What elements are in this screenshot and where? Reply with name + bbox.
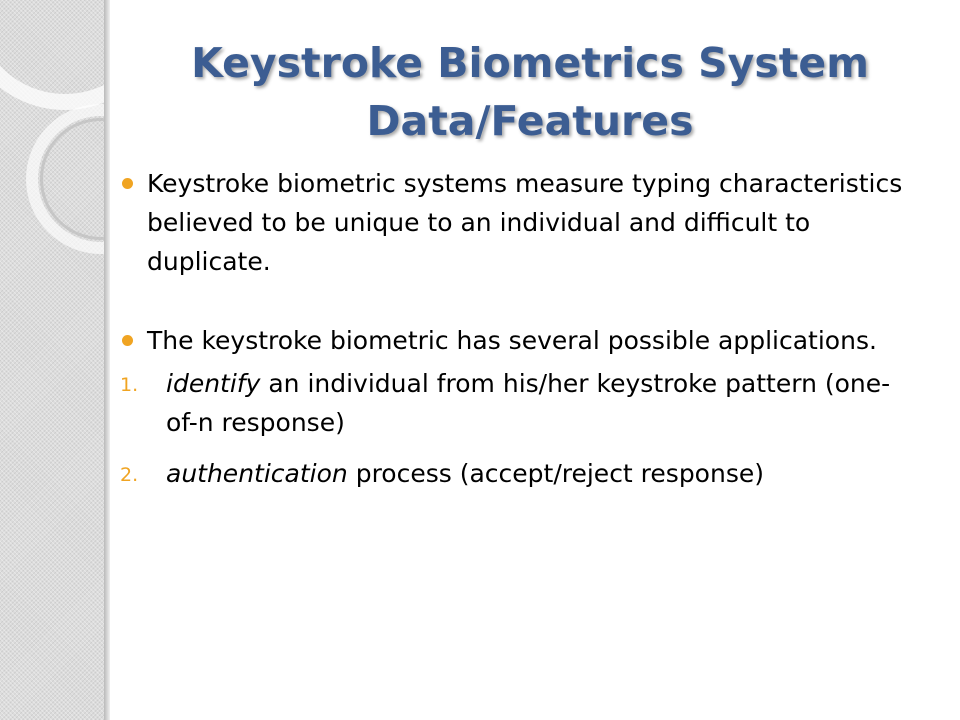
bullet-text: Keystroke biometric systems measure typing characteristics believed to be unique to an individual and difficult to duplicate.	[147, 169, 903, 276]
numbered-list	[120, 364, 920, 493]
side-band-edge	[104, 0, 110, 720]
bullet-dot-icon	[122, 335, 133, 346]
spacer	[120, 281, 920, 321]
decorative-side-band	[0, 0, 104, 720]
item-number: 1.	[120, 374, 139, 396]
bullet-item	[120, 321, 920, 360]
numbered-item	[120, 364, 920, 442]
item-number: 2.	[120, 464, 139, 486]
item-emphasis: identify	[166, 369, 261, 398]
bullet-text: The keystroke biometric has several possible applications.	[147, 326, 877, 355]
slide-body	[120, 164, 920, 493]
slide-title	[120, 34, 940, 150]
item-text: process (accept/reject response)	[347, 459, 764, 488]
slide-title-line-1: Keystroke Biometrics System	[191, 39, 869, 87]
bullet-dot-icon	[122, 178, 133, 189]
slide-title-line-2: Data/Features	[366, 97, 694, 145]
decorative-ring-top	[0, 0, 104, 110]
item-text: an individual from his/her keystroke pattern (one-of-n response)	[166, 369, 891, 437]
numbered-item	[120, 454, 920, 493]
bullet-item	[120, 164, 920, 281]
item-emphasis: authentication	[166, 459, 348, 488]
